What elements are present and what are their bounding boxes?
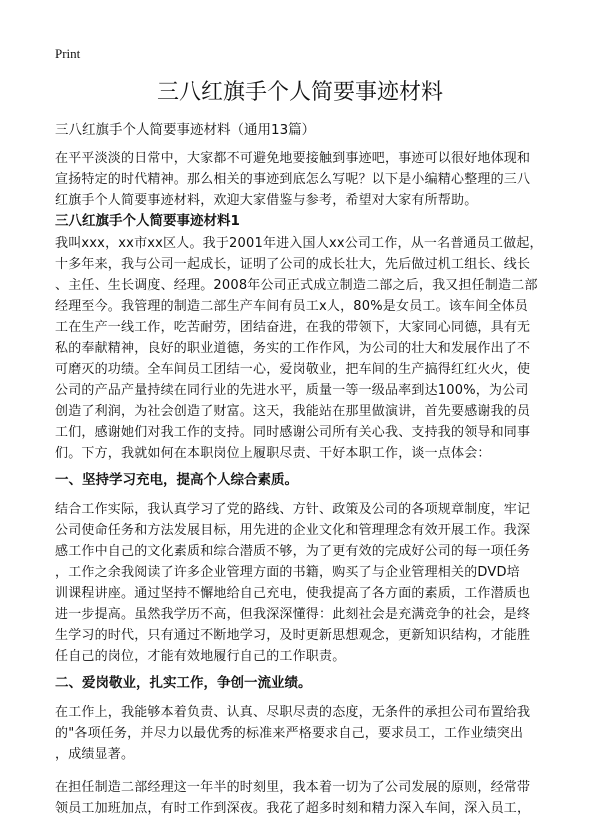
text-line: ，成绩显著。 xyxy=(55,747,135,762)
text-line: 感工作中自己的文化素质和综合潜质不够，为了更有效的完成好公司的每一项任务 xyxy=(55,544,531,559)
text-line: 可磨灭的功绩。全车间员工团结一心，爱岗敬业，把车间的生产搞得红红火火，使 xyxy=(55,362,531,377)
text-line: 进一步提高。虽然我学历不高，但我深深懂得：此刻社会是充满竞争的社会，是终 xyxy=(55,607,531,622)
text-line: 私的奉献精神，良好的职业道德，务实的工作作风，为公司的壮大和发展作出了不 xyxy=(55,341,531,356)
text-line: 我叫xxx，xx市xx区人。我于2001年进入国人xx公司工作，从一名普通员工做起， xyxy=(55,236,543,251)
text-line: 、主任、生长调度、经理。2008年公司正式成立制造二部之后，我又担任制造二部 xyxy=(55,278,538,293)
text-line: 公司使命任务和方法发展目标，用先进的企业文化和管理理念有效开展工作。我深 xyxy=(55,523,531,538)
print-link[interactable]: Print xyxy=(55,46,81,61)
text-line: 创造了利润，为社会创造了财富。这天，我能站在那里做演讲，首先要感谢我的员 xyxy=(55,404,531,419)
subtitle: 三八红旗手个人简要事迹材料（通用13篇） xyxy=(55,122,316,138)
document-body xyxy=(55,80,550,819)
text-line: 工在生产一线工作，吃苦耐劳，团结奋进，在我的带领下，大家同心同德，具有无 xyxy=(55,320,531,335)
paragraph-3 xyxy=(55,702,550,765)
intro-paragraph xyxy=(55,148,550,211)
text-line: 宣扬特定的时代精神。那么相关的事迹到底怎么写呢？以下是小编精心整理的三八 xyxy=(55,172,531,187)
text-line: 们。下方，我就如何在本职岗位上履职尽责、干好本职工作，谈一点体会： xyxy=(55,446,491,461)
text-line: 经理至今。我管理的制造二部生产车间有员工x人，80%是女员工。该车间全体员 xyxy=(55,299,528,314)
text-line: 的"各项任务，并尽力以最优秀的标准来严格要求自己，要求员工，工作业绩突出 xyxy=(55,726,524,741)
page-title: 三八红旗手个人简要事迹材料 xyxy=(156,80,443,105)
text-line: 十多年来，我与公司一起成长，证明了公司的成长壮大，先后做过机工组长、线长 xyxy=(55,257,531,272)
text-line: 在工作上，我能够本着负责、认真、尽职尽责的态度，无条件的承担公司布置给我 xyxy=(55,705,531,720)
text-line: 公司的产品产量持续在同行业的先进水平，质量一等一级品率到达100%，为公司 xyxy=(55,383,529,398)
text-line: 结合工作实际，我认真学习了党的路线、方针、政策及公司的各项规章制度，牢记 xyxy=(55,502,531,517)
text-line: 在平平淡淡的日常中，大家都不可避免地要接触到事迹吧，事迹可以很好地体现和 xyxy=(55,151,531,166)
heading-1: 一、坚持学习充电，提高个人综合素质。 xyxy=(55,472,298,488)
text-line: 在担任制造二部经理这一年半的时刻里，我本着一切为了公司发展的原则，经常带 xyxy=(55,780,531,795)
text-line: ，工作之余我阅读了许多企业管理方面的书籍，购买了与企业管理相关的DVD培 xyxy=(55,565,520,580)
text-line: 领员工加班加点，有时工作到深夜。我花了超多时刻和精力深入车间，深入员工， xyxy=(55,801,531,816)
text-line: 工们，感谢她们对我工作的支持。同时感谢公司所有关心我、支持我的领导和同事 xyxy=(55,425,531,440)
paragraph-4 xyxy=(55,777,550,819)
text-line: 红旗手个人简要事迹材料，欢迎大家借鉴与参考，希望对大家有所帮助。 xyxy=(55,193,478,208)
text-line: 任自己的岗位，才能有效地履行自己的工作职责。 xyxy=(55,649,346,664)
heading-2: 二、爱岗敬业，扎实工作，争创一流业绩。 xyxy=(55,675,312,691)
paragraph-2 xyxy=(55,499,550,667)
text-line: 训课程讲座。通过坚持不懈地给自己充电，使我提高了各方面的素质，工作潜质也 xyxy=(55,586,531,601)
section-title: 三八红旗手个人简要事迹材料1 xyxy=(55,213,240,229)
text-line: 生学习的时代，只有通过不断地学习，及时更新思想观念，更新知识结构，才能胜 xyxy=(55,628,531,643)
paragraph-1 xyxy=(55,233,550,464)
